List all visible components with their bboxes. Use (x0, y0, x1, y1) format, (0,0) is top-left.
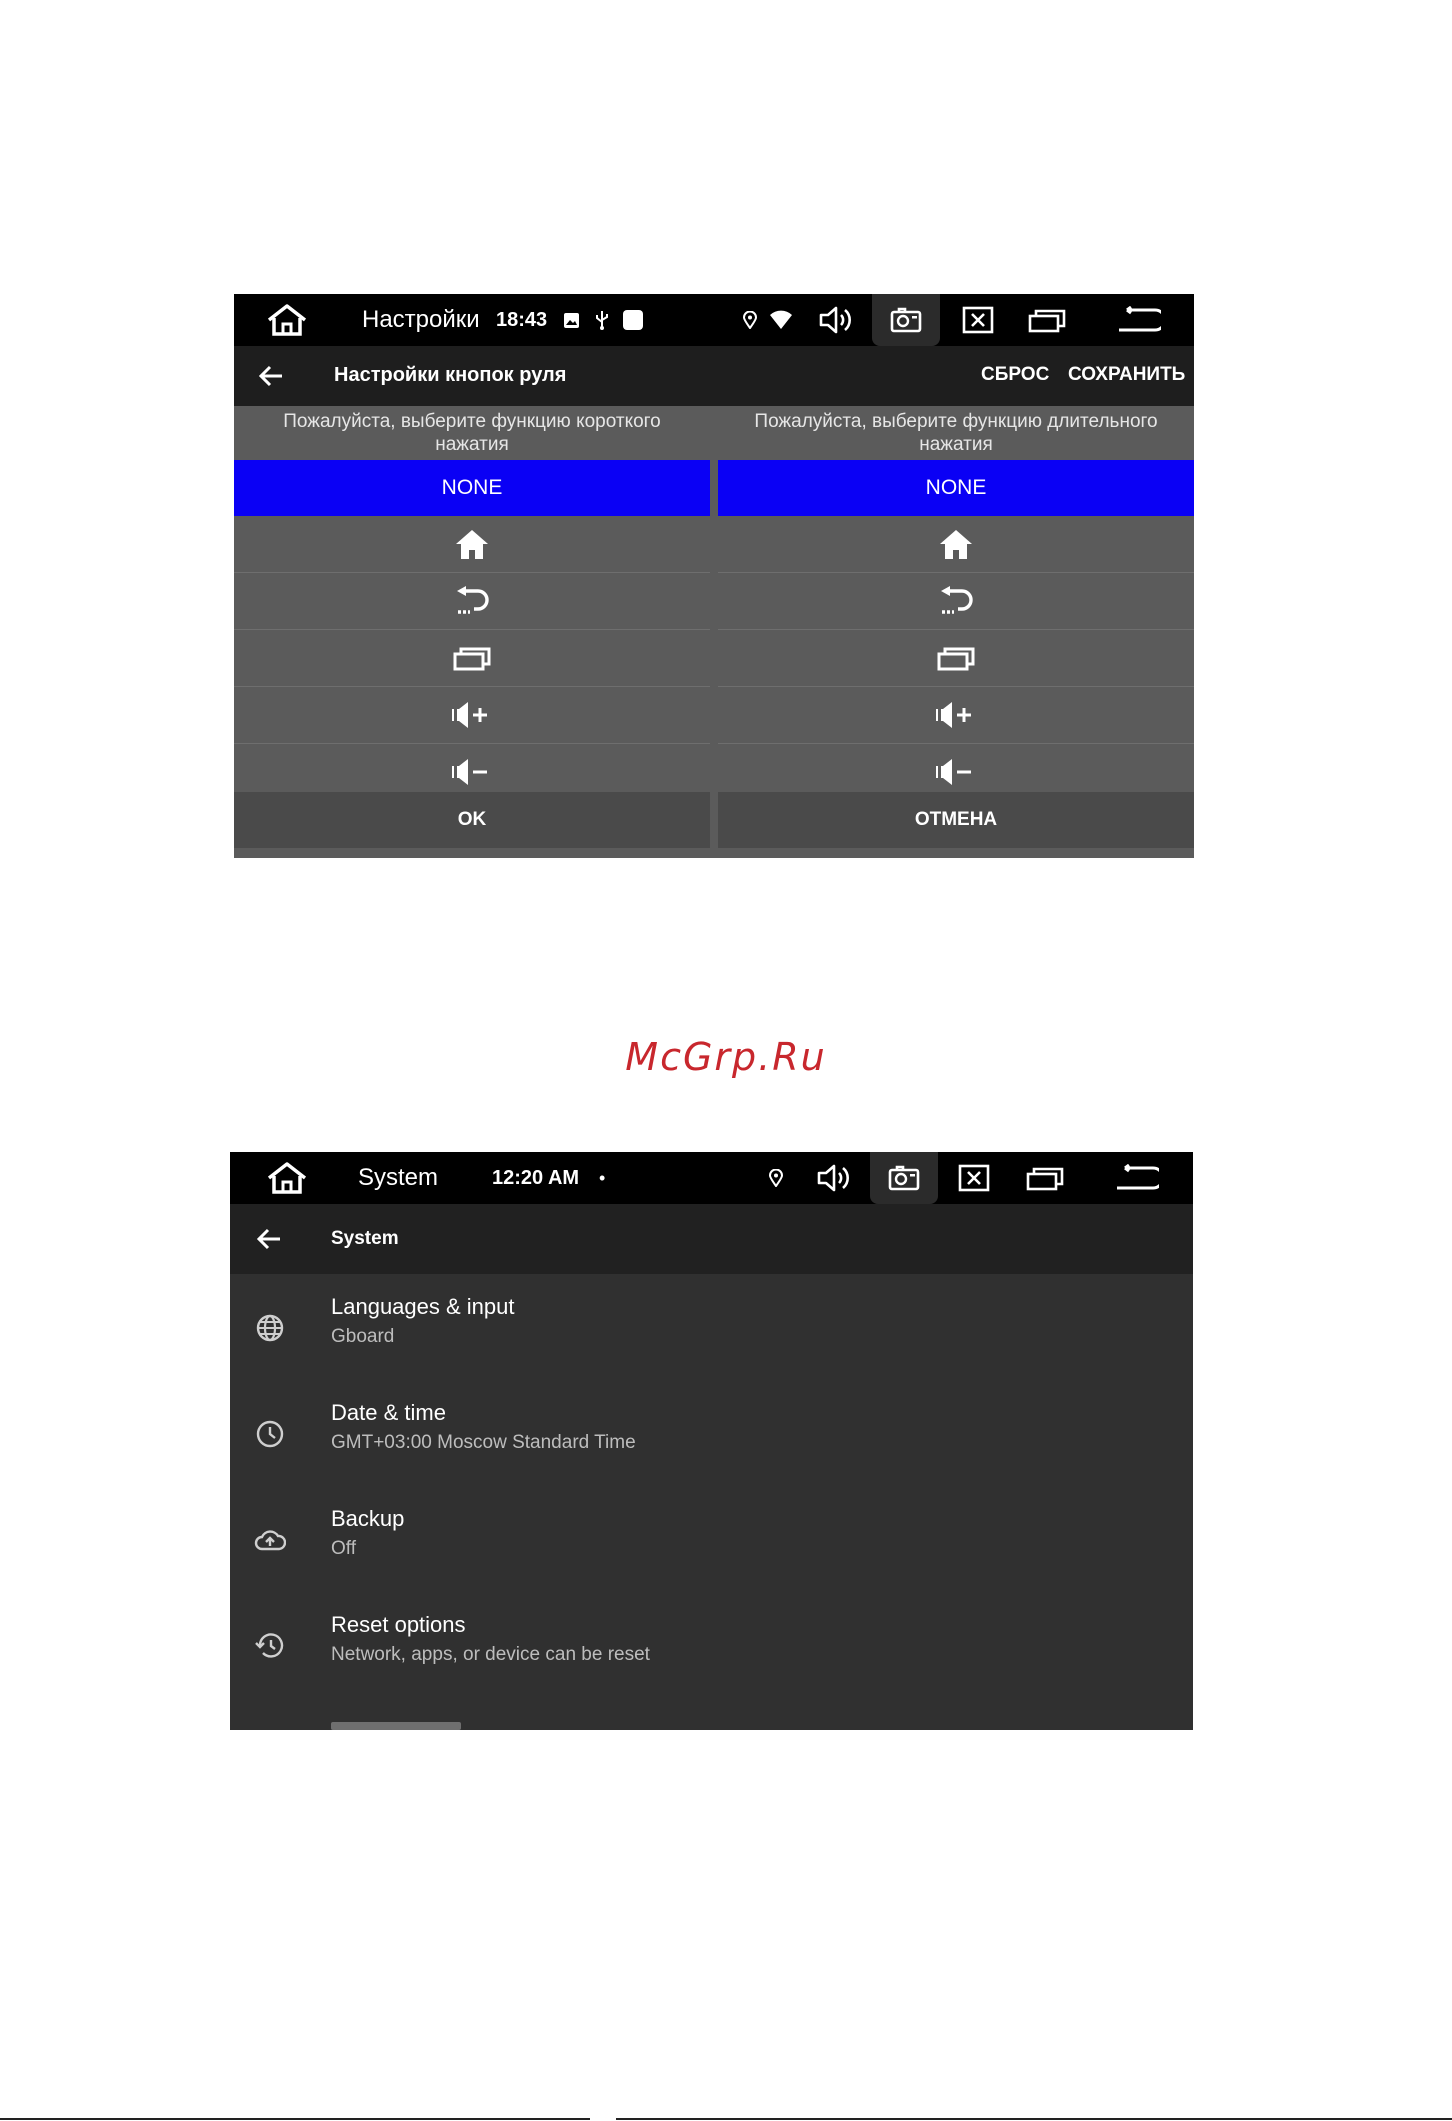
back-arrow-icon[interactable] (254, 354, 288, 398)
status-time: 12:20 AM (492, 1167, 580, 1189)
globe-icon (250, 1308, 290, 1348)
usb-icon (594, 294, 610, 346)
status-bar (234, 294, 1194, 346)
short-press-none-option[interactable]: NONE (234, 460, 710, 516)
row-title: Reset options (331, 1612, 466, 1637)
app-title: Настройки (362, 306, 480, 333)
short-press-recents-option[interactable] (234, 630, 710, 687)
wifi-icon (768, 294, 794, 346)
short-press-header: Пожалуйста, выберите функцию короткого нажатия (283, 411, 661, 455)
status-time: 18:43 (496, 309, 548, 331)
row-subtitle: Off (331, 1538, 356, 1559)
list-item-backup[interactable] (230, 1486, 1193, 1592)
long-press-header: Пожалуйста, выберите функцию длительного нажатия (754, 411, 1158, 455)
volume-down-icon (450, 757, 494, 787)
list-item-languages[interactable] (230, 1274, 1193, 1380)
toolbar-title: Настройки кнопок руля (334, 364, 567, 386)
recent-apps-icon (937, 645, 975, 671)
home-icon (454, 527, 490, 561)
back-icon (938, 586, 974, 616)
status-dot: • (599, 1168, 606, 1188)
home-icon[interactable] (264, 1152, 310, 1204)
toolbar-title: System (331, 1228, 399, 1249)
close-app-icon[interactable] (960, 294, 996, 346)
row-title: Languages & input (331, 1294, 515, 1319)
screenshot-icon[interactable] (870, 1152, 938, 1204)
watermark: McGrp.Ru (625, 1035, 827, 1079)
row-subtitle: Network, apps, or device can be reset (331, 1644, 650, 1665)
back-nav-icon[interactable] (1114, 294, 1162, 346)
notification-square-icon (622, 294, 644, 346)
save-button[interactable]: СОХРАНИТЬ (1068, 364, 1186, 385)
close-app-icon[interactable] (956, 1152, 992, 1204)
long-press-none-option[interactable]: NONE (718, 460, 1194, 516)
volume-icon[interactable] (816, 294, 856, 346)
location-icon (768, 1152, 784, 1204)
recent-apps-icon[interactable] (1024, 1152, 1066, 1204)
page-footer-line-left (0, 2118, 590, 2120)
toolbar (234, 346, 1194, 406)
list-item-date-time[interactable] (230, 1380, 1193, 1486)
volume-up-icon (450, 700, 494, 730)
volume-down-icon (934, 757, 978, 787)
reset-button[interactable]: СБРОС (981, 364, 1050, 385)
ok-button[interactable]: OK (234, 792, 710, 848)
back-icon (454, 586, 490, 616)
app-title: System (358, 1164, 439, 1191)
cancel-button[interactable]: ОТМЕНА (718, 792, 1194, 848)
long-press-volume-up-option[interactable] (718, 687, 1194, 744)
volume-up-icon (934, 700, 978, 730)
short-press-back-option[interactable] (234, 573, 710, 630)
status-bar (230, 1152, 1193, 1204)
home-icon[interactable] (264, 294, 310, 346)
row-title: Date & time (331, 1400, 446, 1425)
home-icon (938, 527, 974, 561)
clock-icon (250, 1414, 290, 1454)
back-nav-icon[interactable] (1112, 1152, 1160, 1204)
short-press-home-option[interactable] (234, 516, 710, 573)
row-subtitle: GMT+03:00 Moscow Standard Time (331, 1432, 636, 1453)
system-settings-screen (230, 1152, 1193, 1730)
short-press-column (234, 406, 710, 858)
long-press-column (718, 406, 1194, 858)
image-icon (562, 294, 580, 346)
long-press-back-option[interactable] (718, 573, 1194, 630)
long-press-home-option[interactable] (718, 516, 1194, 573)
history-icon (250, 1626, 290, 1666)
long-press-recents-option[interactable] (718, 630, 1194, 687)
row-title: Backup (331, 1506, 405, 1531)
volume-icon[interactable] (814, 1152, 854, 1204)
next-item-peek (331, 1722, 461, 1730)
steering-buttons-screen (234, 294, 1194, 858)
back-arrow-icon[interactable] (252, 1217, 286, 1261)
page-footer-line-right (616, 2118, 1452, 2120)
recent-apps-icon[interactable] (1026, 294, 1068, 346)
screenshot-icon[interactable] (872, 294, 940, 346)
location-icon (742, 294, 758, 346)
toolbar (230, 1204, 1193, 1274)
cloud-upload-icon (250, 1520, 290, 1560)
recent-apps-icon (453, 645, 491, 671)
short-press-volume-up-option[interactable] (234, 687, 710, 744)
list-item-reset[interactable] (230, 1592, 1193, 1698)
row-subtitle: Gboard (331, 1326, 395, 1347)
